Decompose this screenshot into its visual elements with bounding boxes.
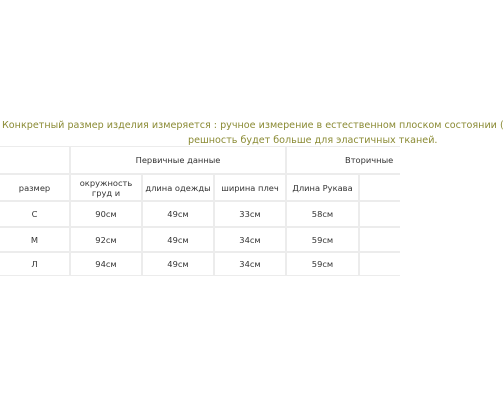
row-m-extra bbox=[360, 228, 400, 251]
row-l-sleeve: 59см bbox=[287, 253, 358, 275]
row-l-length: 49см bbox=[143, 253, 213, 275]
header-length: длина одежды bbox=[143, 175, 213, 200]
row-l-size: Л bbox=[0, 253, 69, 275]
row-l-chest: 94см bbox=[71, 253, 141, 275]
row-s-chest: 90см bbox=[71, 202, 141, 226]
row-s-sleeve: 58см bbox=[287, 202, 358, 226]
header-sleeve: Длина Рукава bbox=[287, 175, 358, 200]
row-s-shoulder: 33см bbox=[215, 202, 285, 226]
row-l-shoulder: 34см bbox=[215, 253, 285, 275]
measurement-note bbox=[0, 118, 504, 148]
group-secondary-header: Вторичные bbox=[287, 147, 427, 173]
row-s-size: С bbox=[0, 202, 69, 226]
group-primary-header: Первичные данные bbox=[71, 147, 285, 173]
row-m-length: 49см bbox=[143, 228, 213, 251]
row-m-size: М bbox=[0, 228, 69, 251]
header-extra bbox=[360, 175, 400, 200]
row-l-extra bbox=[360, 253, 400, 275]
row-m-sleeve: 59см bbox=[287, 228, 358, 251]
header-size: размер bbox=[0, 175, 69, 200]
note-line-1: Конкретный размер изделия измеряется : ручное измерение в естественном плоском состоянии ( bbox=[2, 120, 504, 131]
header-shoulder: ширина плеч bbox=[215, 175, 285, 200]
note-line-2: решность будет больше для эластичных тканей. bbox=[188, 135, 438, 146]
size-table bbox=[0, 146, 400, 276]
row-m-chest: 92см bbox=[71, 228, 141, 251]
row-s-length: 49см bbox=[143, 202, 213, 226]
corner-cell bbox=[0, 147, 69, 173]
row-m-shoulder: 34см bbox=[215, 228, 285, 251]
row-s-extra bbox=[360, 202, 400, 226]
header-chest: окружность груд и bbox=[71, 175, 141, 200]
